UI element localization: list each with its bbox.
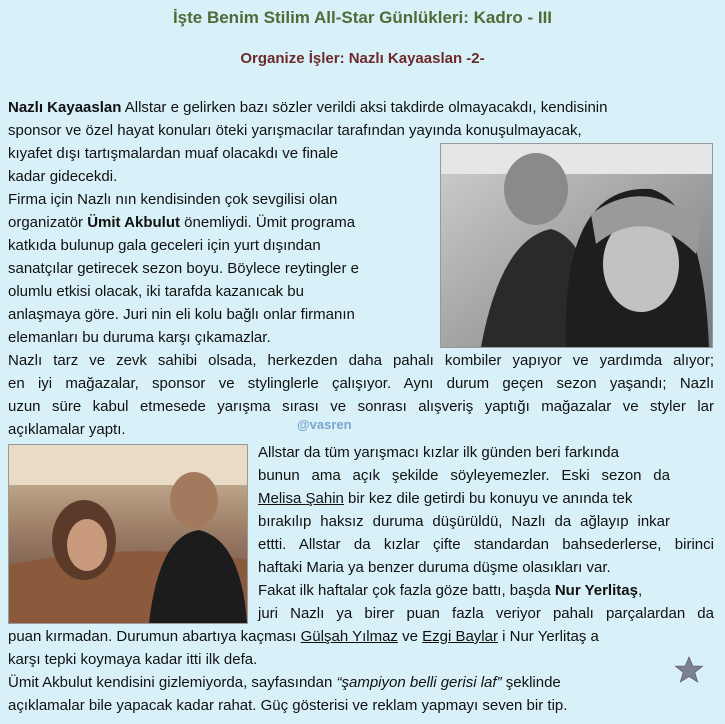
article-line: haftaki Maria ya benzer duruma düşme olasıkları var. [258,559,611,576]
article-line: bunun ama açık şekilde söyleyemezler. Eski sezon da [258,467,670,484]
text-span: Ümit Akbulut kendisini gizlemiyorda, sayfasından [8,674,337,691]
person-name: Nazlı Kayaaslan [8,99,122,116]
star-icon [674,655,704,685]
article-line: ettti. Allstar da kızlar çifte standardan bahsederlerse, birinci [258,536,714,553]
article-line [8,625,599,648]
text-span: şeklinde [501,674,561,691]
person-name: Ümit Akbulut [87,214,180,231]
article-line: sanatçılar getirecek sezon boyu. Böylece reytingler e [8,260,360,277]
couple-photo-bw [440,143,713,348]
article-line [8,671,561,694]
text-span: Allstar e gelirken bazı sözler verildi aksi takdirde olmayacakdı, kendisinin [121,99,608,116]
article-line: kıyafet dışı tartışmalardan muaf olacakdı ve finale [8,145,339,162]
article-line [258,487,632,510]
text-span: önemliydi. Ümit programa [180,214,356,231]
article-line [8,211,355,234]
text-span: Fakat ilk haftalar çok fazla göze battı, başda [258,582,555,599]
text-span: i Nur Yerlitaş a [497,628,599,645]
article-line: sponsor ve özel hayat konuları öteki yarışmacılar tarafından yayında konuşulmayacak, [8,122,582,139]
article-line: Allstar da tüm yarışmacı kızlar ilk günden beri farkında [258,444,619,461]
text-span: organizatör [8,214,88,231]
quote: “şampiyon belli gerisi laf” [336,674,502,691]
person-name-link[interactable]: Ezgi Baylar [422,628,498,645]
article-line: karşı tepki koymaya kadar itti ilk defa. [8,651,258,668]
person-name-link[interactable]: Melisa Şahin [258,490,344,507]
couple-photo-car [8,444,248,624]
person-name-link[interactable]: Gülşah Yılmaz [300,628,398,645]
page-subtitle: Organize İşler: Nazlı Kayaaslan -2- [240,50,485,67]
article-line: Firma için Nazlı nın kendisinden çok sevgilisi olan [8,191,338,208]
text-span: puan kırmadan. Durumun abartıya kaçması [8,628,301,645]
article-line: elemanları bu duruma karşı çıkamazlar. [8,329,271,346]
article-line [258,579,642,602]
text-span: , [637,582,643,599]
article-line: juri Nazlı ya birer puan fazla veriyor pahalı parçalardan da [258,605,714,622]
article-line [8,96,607,119]
article-line: en iyi mağazalar, sponsor ve stylinglerle çalışıyor. Aynı durum geçen sezon yaşandı; Nazlı [8,375,714,392]
person-name: Nur Yerlitaş [554,582,638,599]
article-line: bırakılıp haksız duruma düşürüldü, Nazlı da ağlayıp inkar [258,513,670,530]
text-span: ve [397,628,423,645]
text-span: bir kez dile getirdi bu konuyu ve anında tek [343,490,633,507]
article-line: kadar gidecekdi. [8,168,118,185]
watermark: @vasren [297,417,352,432]
article-line: katkıda bulunup gala geceleri için yurt dışından [8,237,321,254]
article-line: Nazlı tarz ve zevk sahibi olsada, herkezden daha pahalı kombiler yapıyor ve yardımda alıyor; [8,352,714,369]
page-title: İşte Benim Stilim All-Star Günlükleri: Kadro - III [172,8,553,27]
article-line: uzun süre kabul etmesede yarışma sırası ve sonrası alışveriş yaptığı mağazalar ve styler lar [8,398,714,415]
article-line: anlaşmaya göre. Juri nin eli kolu bağlı onlar firmanın [8,306,355,323]
article-line: açıklamalar yaptı. [8,421,126,438]
article-line: olumlu etkisi olacak, iki tarafda kazanıcak bu [8,283,304,300]
article-line: açıklamalar bile yapacak kadar rahat. Güç gösterisi ve reklam yapmayı seven bir tip. [8,697,568,714]
